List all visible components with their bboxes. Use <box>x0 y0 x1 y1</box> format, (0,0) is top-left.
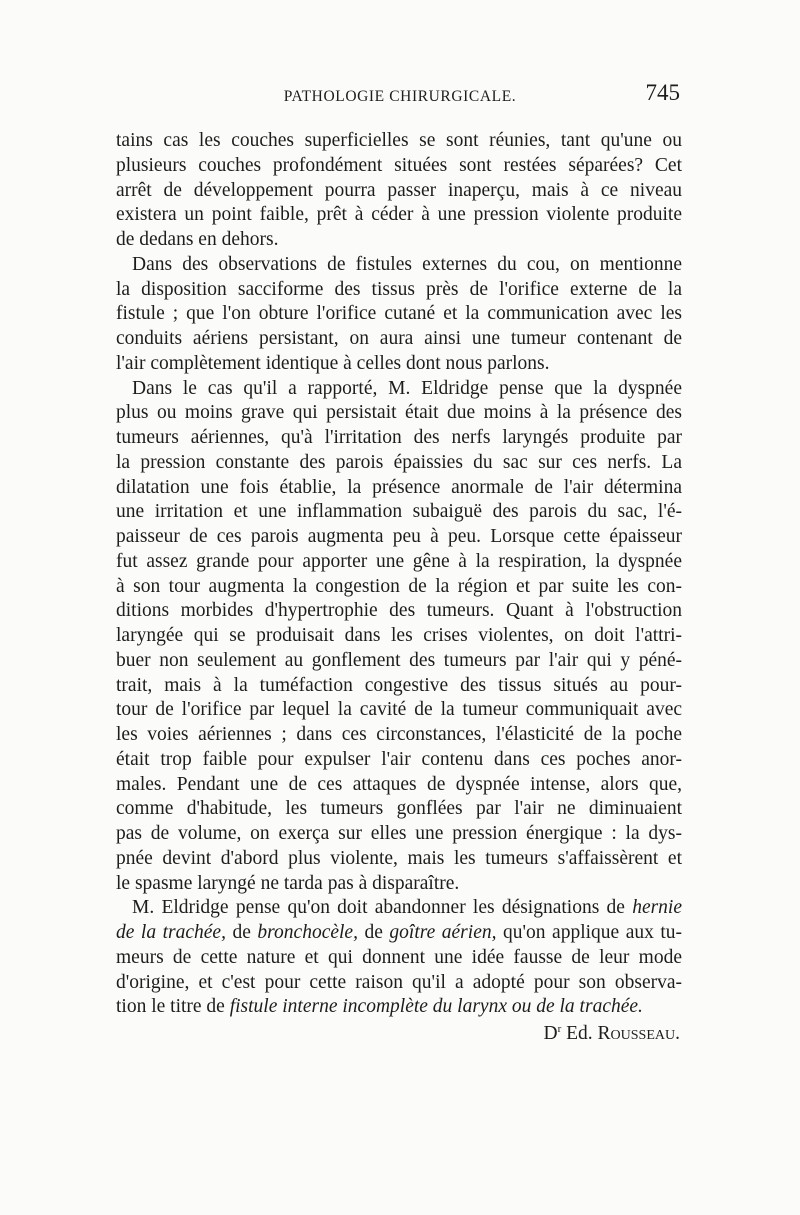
text-line <box>116 995 682 1020</box>
text-run: qu'on applique aux tu- <box>496 922 683 943</box>
text-line: une irritation et une inflammation subaiguë des parois du sac, l'é- <box>116 501 682 523</box>
text-line <box>116 896 682 921</box>
text-line: ditions morbides d'hypertrophie des tumeurs. Quant à l'obstruction <box>116 600 682 622</box>
running-header: PATHOLOGIE CHIRURGICALE. <box>283 88 517 105</box>
page-number: 745 <box>645 80 680 105</box>
text-line: paisseur de ces parois augmenta peu à peu. Lorsque cette épaisseur <box>116 526 682 547</box>
text-run: de <box>357 922 390 943</box>
text-line: l'air complètement identique à celles dont nous parlons. <box>116 352 550 374</box>
italic-term: bronchocèle, <box>257 922 358 943</box>
italic-term: de la trachée, <box>116 922 226 943</box>
text-line: laryngée qui se produisait dans les crises violentes, on doit l'attri- <box>116 625 682 646</box>
signature-first-name: Ed. <box>561 1023 598 1044</box>
text-line: pnée devint d'abord plus violente, mais les tumeurs s'affaissèrent et <box>116 847 682 869</box>
body-text <box>116 129 682 1048</box>
text-line: tour de l'orifice par lequel la cavité de la tumeur communiquait avec <box>116 699 682 721</box>
text-line: d'origine, et c'est pour cette raison qu'il a adopté pour son observa- <box>116 971 682 993</box>
text-line: plus ou moins grave qui persistait était due moins à la présence des <box>116 402 682 424</box>
text-line: meurs de cette nature et qui donnent une idée fausse de leur mode <box>116 946 682 968</box>
text-line: conduits aériens persistant, on aura ainsi une tumeur contenant de <box>116 328 682 349</box>
text-line: était trop faible pour expulser l'air contenu dans ces poches anor- <box>116 748 682 770</box>
text-line: existera un point faible, prêt à céder à une pression violente produite <box>116 204 682 226</box>
text-line: tains cas les couches superficielles se sont réunies, tant qu'une ou <box>116 130 682 151</box>
text-line: buer non seulement au gonflement des tumeurs par l'air qui y péné- <box>116 649 682 671</box>
text-line: les voies aériennes ; dans ces circonstances, l'élasticité de la poche <box>116 724 682 745</box>
text-run: de <box>225 922 258 943</box>
text-line: comme d'habitude, les tumeurs gonflées par l'air ne diminuaient <box>116 798 682 820</box>
text-line: Dans le cas qu'il a rapporté, M. Eldridge pense que la dyspnée <box>132 377 682 399</box>
text-line: le spasme laryngé ne tarda pas à disparaître. <box>116 872 460 894</box>
signature-sup: r <box>557 1023 562 1035</box>
text-line: la pression constante des parois épaissies du sac sur ces nerfs. La <box>116 451 682 473</box>
paragraph-4 <box>116 896 682 1020</box>
text-run: M. Eldridge pense qu'on doit abandonner les désignations de <box>132 897 625 919</box>
text-line: de dedans en dehors. <box>116 229 279 250</box>
italic-term: hernie <box>632 897 683 919</box>
author-signature <box>116 1020 682 1048</box>
signature-prefix: D <box>543 1023 558 1044</box>
signature-surname: Rousseau. <box>597 1023 680 1044</box>
text-line: à son tour augmenta la congestion de la région et par suite les con- <box>116 575 682 597</box>
paragraph-2 <box>116 253 682 377</box>
text-line: plusieurs couches profondément situées sont restées séparées? Cet <box>116 154 682 176</box>
text-line: tumeurs aériennes, qu'à l'irritation des nerfs laryngés produite par <box>116 427 682 448</box>
text-line: fut assez grande pour apporter une gêne à la respiration, la dyspnée <box>116 550 682 572</box>
text-line: arrêt de développement pourra passer inaperçu, mais à ce niveau <box>116 179 682 201</box>
text-line: la disposition sacciforme des tissus près de l'orifice externe de la <box>116 278 682 300</box>
text-line: trait, mais à la tuméfaction congestive des tissus situés au pour- <box>116 674 682 696</box>
paragraph-1 <box>116 129 682 253</box>
text-line: fistule ; que l'on obture l'orifice cutané et la communication avec les <box>116 303 682 325</box>
text-line: males. Pendant une de ces attaques de dyspnée intense, alors que, <box>116 773 682 795</box>
text-run: tion le titre de <box>116 996 230 1018</box>
text-line: Dans des observations de fistules externes du cou, on mentionne <box>132 253 682 275</box>
text-line <box>116 921 682 946</box>
italic-term: fistule interne incomplète du larynx ou de la trachée. <box>229 996 643 1018</box>
text-line: pas de volume, on exerça sur elles une pression énergique : la dys- <box>116 823 682 844</box>
paragraph-3 <box>116 377 682 897</box>
text-line: dilatation une fois établie, la présence anormale de l'air détermina <box>116 476 682 498</box>
italic-term: goître aérien, <box>389 922 497 943</box>
